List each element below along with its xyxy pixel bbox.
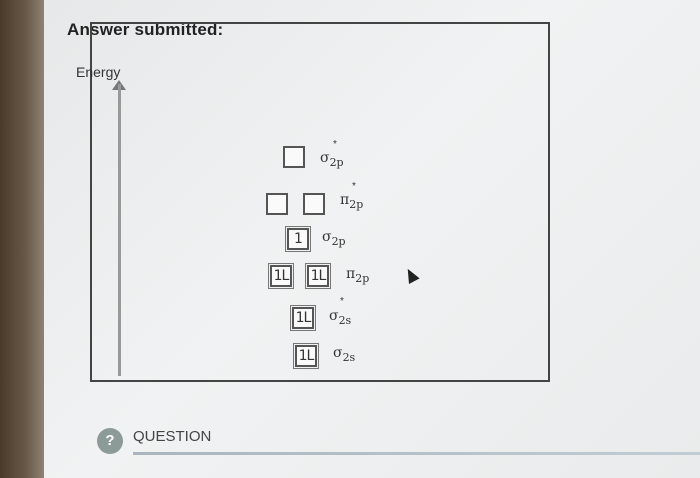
orbital-label-pi-2p: $\pi_{2p}$ (346, 266, 370, 285)
orbital-label-sigma-2p: $\sigma_{2p}$ (322, 229, 346, 248)
orbital-box-pi-star-2p-1[interactable] (266, 193, 288, 215)
orbital-box-sigma-star-2s[interactable]: 1L (292, 307, 314, 329)
orbital-label-sigma-star-2p: $\sigma_{2p}$ (320, 150, 344, 169)
energy-axis-label: Energy (76, 64, 121, 80)
antibonding-star: * (352, 181, 356, 192)
orbital-box-sigma-star-2p[interactable] (283, 146, 305, 168)
monitor-bezel (0, 0, 44, 478)
question-help-icon[interactable]: ? (97, 428, 123, 454)
orbital-label-sigma-2s: $\sigma_{2s}$ (333, 345, 356, 364)
question-label[interactable]: QUESTION (133, 428, 212, 445)
antibonding-star: * (340, 296, 344, 307)
page-title: Answer submitted: (67, 20, 224, 39)
orbital-box-pi-star-2p-2[interactable] (303, 193, 325, 215)
orbital-box-sigma-2s[interactable]: 1L (295, 345, 317, 367)
antibonding-star: * (333, 139, 337, 150)
orbital-box-sigma-2p[interactable]: 1 (287, 228, 309, 250)
orbital-box-pi-2p-1[interactable]: 1L (270, 265, 292, 287)
orbital-label-sigma-star-2s: $\sigma_{2s}$ (329, 308, 352, 327)
energy-axis-line (118, 84, 121, 376)
question-divider (133, 452, 700, 455)
orbital-box-pi-2p-2[interactable]: 1L (307, 265, 329, 287)
orbital-label-pi-star-2p: $\pi_{2p}$ (340, 192, 364, 211)
